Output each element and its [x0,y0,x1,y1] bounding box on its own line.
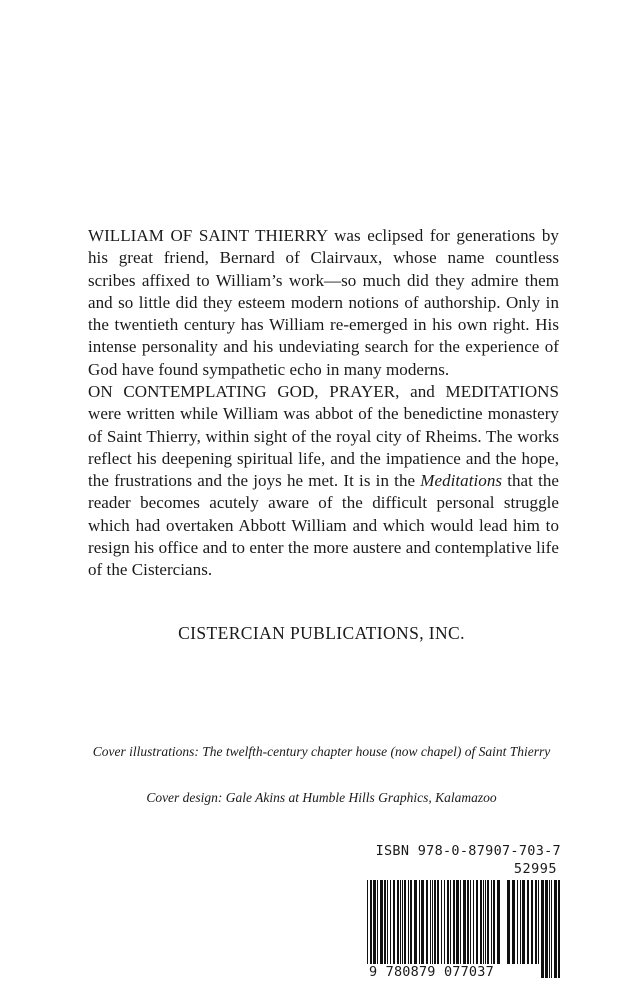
barcode-bar [558,880,560,978]
cover-illustrations-credit: Cover illustrations: The twelfth-century chapter house (now chapel) of Saint Thierry [92,744,551,759]
barcode-bar [421,880,424,970]
barcode-bar [551,880,552,978]
barcode-bar [408,880,409,970]
barcode-bar [373,880,376,970]
barcode-bar [397,880,399,970]
barcode-bar [549,880,550,978]
isbn-barcode [365,843,565,991]
barcode-bar [453,880,455,970]
barcode-bar [467,880,469,970]
barcode-bar [447,880,449,970]
meditations-title: Meditations [420,471,503,491]
barcode-bar [497,880,500,970]
paragraph-2-text-start: ON CONTEMPLATING GOD, PRAYER, and MEDITATIONS were written while William was abbot of the benedictine monastery of Saint Thierry, within sight of the royal city of Rheims. The works reflect his deepening spiritual life, and the impatience and the hope, the frustrations and the joys he met. It is in the [88,382,559,491]
cover-design-credit: Cover design: Gale Akins at Humble Hills Graphics, Kalamazoo [146,790,497,805]
barcode-bar [460,880,461,970]
barcode-bar [380,880,383,970]
barcode-bar [393,880,395,970]
barcode-bar [430,880,431,970]
barcode-bar [554,880,557,978]
barcode-bar [441,880,442,970]
barcode-bar [370,880,372,970]
barcode-bar [414,880,417,970]
ean-bars [367,880,500,970]
barcode-bar [390,880,391,970]
barcode-bar [541,880,544,978]
price-code: 52995 [513,861,557,877]
barcode-bar [426,880,428,970]
barcode-bar [419,880,420,970]
barcode-bar [470,880,471,970]
barcode-bar [387,880,388,970]
barcode-bar [487,880,489,970]
description-paragraph-1: WILLIAM OF SAINT THIERRY was eclipsed for generations by his great friend, Bernard of Clairvaux, whose name countless scribes affixed to William’s work—so much did they admire them and so little did they esteem modern notions of authorship. Only in the twentieth century has William re-emerged in his own right. His intense personality and his undeviating search for the experience of God have found sympathetic echo in many moderns. [88,226,559,379]
barcode-bar [485,880,486,970]
barcode-bar [491,880,492,970]
barcode-bar [483,880,484,970]
barcode-bar [367,880,368,970]
barcode-bar [444,880,445,970]
barcode-bar [480,880,482,970]
barcode-bar [410,880,412,970]
barcode-bar [463,880,466,970]
barcode-digits: 9 780879 077037 [367,964,541,980]
barcode-bar [437,880,439,970]
barcode-bar [404,880,406,970]
isbn-label: ISBN 978-0-87907-703-7 [375,843,561,859]
barcode-bar [384,880,386,970]
barcode-bar [400,880,401,970]
paragraph-2-text-end: that the reader becomes acutely aware of the difficult personal struggle which had overtaken Abbott William and which would lead him to resign his office and to enter the more austere and contemplative life of the Cistercians. [88,471,559,580]
barcode-bar [456,880,459,970]
publisher-name: CISTERCIAN PUBLICATIONS, INC. [178,623,465,643]
barcode-bar [402,880,403,970]
barcode-bar [434,880,436,970]
description-paragraph-2 [88,381,559,582]
barcode-bar [493,880,495,970]
barcode-bar [377,880,378,970]
barcode-bar [476,880,478,970]
barcode-bar [473,880,474,970]
barcode-bar [450,880,451,970]
barcode-bar [432,880,433,970]
barcode-bar [545,880,548,978]
